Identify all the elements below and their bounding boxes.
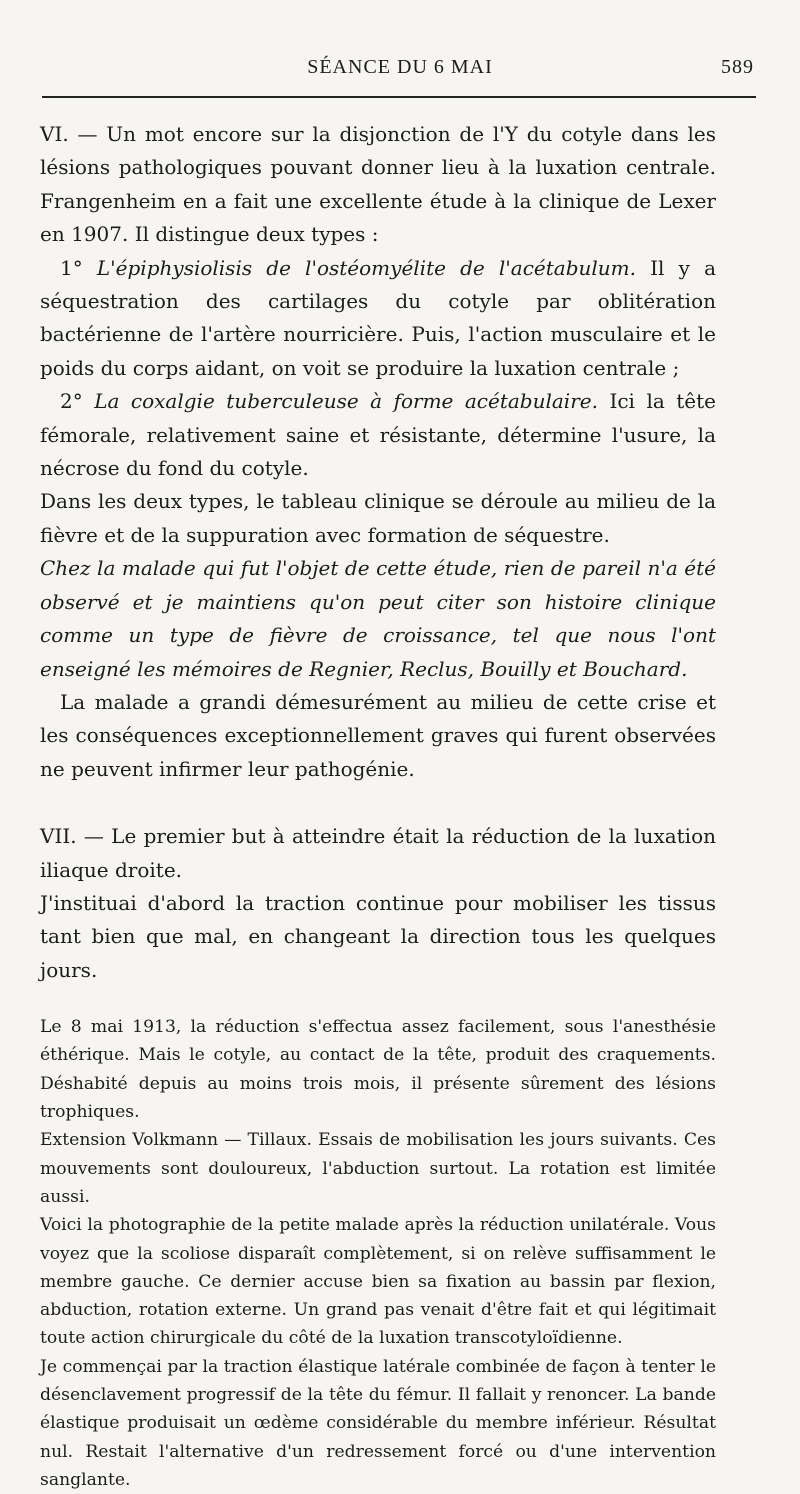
type-2-title: La coxalgie tuberculeuse à forme acétabulaire.	[94, 389, 598, 414]
section-vii	[40, 820, 716, 987]
type-2-label: 2°	[60, 389, 95, 414]
type-1-label: 1°	[60, 255, 97, 280]
paragraph-growth: La malade a grandi démesurément au milieu de cette crise et les conséquences exceptionnellement graves qui furent observées ne peuvent infirmer leur pathogénie.	[40, 689, 716, 781]
type-2-text: Ici la tête fémorale, relativement saine et résistante, détermine l'usure, la nécrose du fond du cotyle.	[40, 389, 716, 481]
page-number: 589	[721, 56, 754, 78]
paragraph-traction: J'instituai d'abord la traction continue pour mobiliser les tissus tant bien que mal, en changeant la direction tous les quelques jours.	[40, 890, 716, 982]
header-rule	[42, 96, 756, 98]
paragraph-clinical-picture: Dans les deux types, le tableau clinique se déroule au milieu de la fièvre et de la suppuration avec formation de séquestre.	[40, 489, 716, 547]
paragraph-type-2	[40, 385, 716, 485]
paragraph-case-italic	[40, 552, 716, 686]
paragraph-vii-intro: VII. — Le premier but à atteindre était la réduction de la luxation iliaque droite.	[40, 824, 716, 882]
running-header	[40, 56, 760, 86]
section-vi	[40, 118, 716, 786]
page-body	[40, 118, 716, 1494]
paragraph-vi-intro: VI. — Un mot encore sur la disjonction de l'Y du cotyle dans les lésions pathologiques pouvant donner lieu à la luxation centrale. Frangenheim en a fait une excellente étude à la clinique de Lexer en 1907. Il distingue deux types :	[40, 122, 716, 247]
running-title: SÉANCE DU 6 MAI	[307, 56, 493, 78]
case-italic-text: Chez la malade qui fut l'objet de cette étude, rien de pareil n'a été observé et je maintiens qu'on peut citer son histoire clinique comme un type de fièvre de croissance, tel que nous l'ont enseigné les mémoires de Regnier, Reclus, Bouilly et Bouchard.	[40, 556, 716, 681]
small-paragraph-elastic-traction: Je commençai par la traction élastique latérale combinée de façon à tenter le désenclavement progressif de la tête du fémur. Il fallait y renoncer. La bande élastique produisait un œdème considérable du membre inférieur. Résultat nul. Restait l'alternative d'un redressement forcé ou d'une intervention sanglante.	[40, 1356, 716, 1490]
section-gap	[40, 786, 716, 820]
small-paragraph-extension: Extension Volkmann — Tillaux. Essais de mobilisation les jours suivants. Ces mouvements sont douloureux, l'abduction surtout. La rotation est limitée aussi.	[40, 1130, 716, 1207]
small-paragraph-photograph: Voici la photographie de la petite malade après la réduction unilatérale. Vous voyez que la scoliose disparaît complètement, si on relève suffisamment le membre gauche. Ce dernier accuse bien sa fixation au bassin par flexion, abduction, rotation externe. Un grand pas venait d'être fait et qui légitimait toute action chirurgicale du côté de la luxation transcotyloïdienne.	[40, 1215, 716, 1349]
type-1-title: L'épiphysiolisis de l'ostéomyélite de l'acétabulum.	[96, 255, 636, 280]
type-1-text: Il y a séquestration des cartilages du cotyle par oblitération bactérienne de l'artère nourricière. Puis, l'action musculaire et le poids du corps aidant, on voit se produire la luxation centrale ;	[40, 255, 716, 380]
paragraph-type-1	[40, 252, 716, 386]
small-paragraph-reduction: Le 8 mai 1913, la réduction s'effectua assez facilement, sous l'anesthésie éthérique. Mais le cotyle, au contact de la tête, produit des craquements. Déshabité depuis au moins trois mois, il présente sûrement des lésions trophiques.	[40, 1017, 716, 1123]
